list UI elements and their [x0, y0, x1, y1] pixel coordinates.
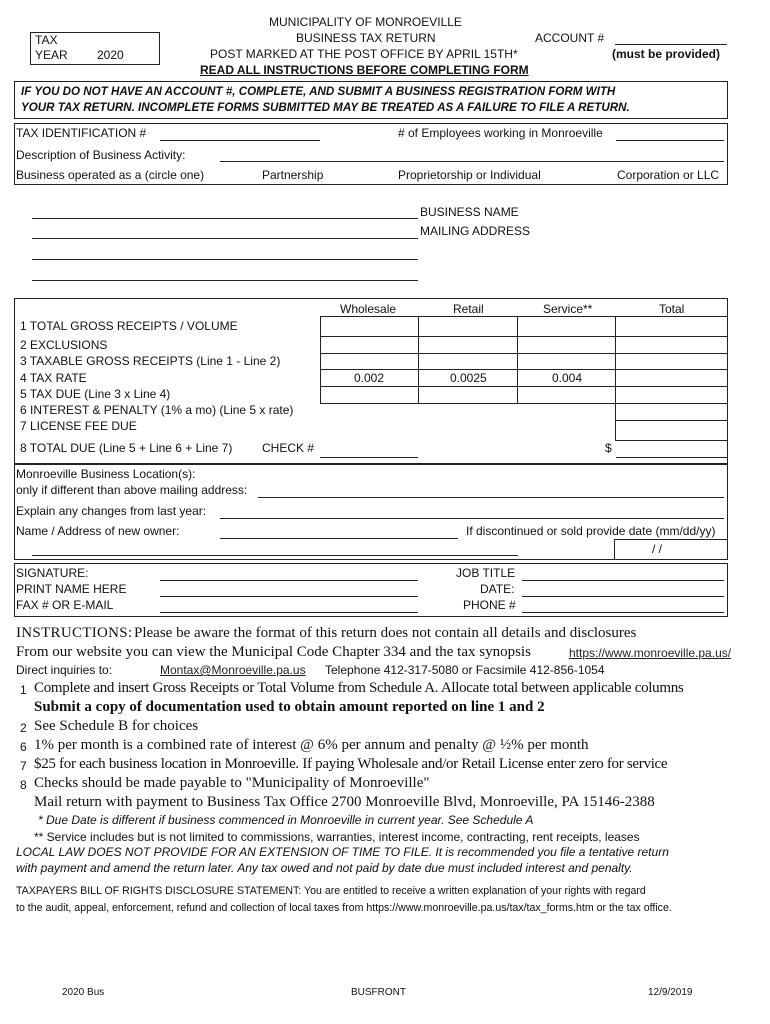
cell-license-total[interactable]	[616, 421, 727, 440]
postmark-notice: POST MARKED AT THE POST OFFICE BY APRIL 15TH*	[210, 47, 518, 61]
instruction-mail: Mail return with payment to Business Tax Office 2700 Monroeville Blvd, Monroeville, PA 15146-2388	[34, 794, 655, 810]
employees-input[interactable]	[616, 126, 724, 141]
warning-line-1: IF YOU DO NOT HAVE AN ACCOUNT #, COMPLETE, AND SUBMIT A BUSINESS REGISTRATION FORM WITH	[21, 85, 616, 98]
cell-taxdue-service[interactable]	[518, 387, 615, 403]
note-service: ** Service includes but is not limited to commissions, warranties, interest income, contracting, rent receipts, leases	[34, 830, 640, 844]
row-label-8: 8 TOTAL DUE (Line 5 + Line 6 + Line 7)	[20, 441, 233, 455]
cell-exclusions-total[interactable]	[616, 337, 727, 353]
business-name-label: BUSINESS NAME	[420, 205, 519, 219]
direct-inquiries-label: Direct inquiries to:	[16, 663, 113, 677]
cell-taxable-wholesale[interactable]	[321, 354, 418, 369]
instruction-num-2: 2	[20, 721, 27, 735]
footer-right: 12/9/2019	[648, 987, 693, 998]
fax-email-label: FAX # OR E-MAIL	[16, 598, 114, 612]
form-title: BUSINESS TAX RETURN	[296, 31, 436, 45]
year-label: YEAR	[35, 48, 68, 62]
signature-input[interactable]	[160, 566, 418, 581]
print-name-input[interactable]	[160, 582, 418, 597]
only-if-label: only if different than above mailing address:	[16, 483, 248, 497]
rate-wholesale: 0.002	[354, 371, 385, 385]
employees-label: # of Employees working in Monroeville	[398, 126, 603, 140]
row-label-2: 2 EXCLUSIONS	[20, 338, 108, 352]
local-law-line-2: with payment and amend the return later. Any tax owed and not paid by date due must included interest and penalty.	[16, 861, 633, 875]
instruction-2: See Schedule B for choices	[34, 718, 199, 734]
rate-retail: 0.0025	[450, 371, 487, 385]
cell-gross-total[interactable]	[616, 317, 727, 336]
instructions-heading: INSTRUCTIONS:	[16, 625, 133, 641]
new-owner-label: Name / Address of new owner:	[16, 524, 180, 538]
year-value: 2020	[97, 48, 124, 62]
new-owner-input[interactable]	[220, 524, 458, 539]
instruction-1: Complete and insert Gross Receipts or Total Volume from Schedule A. Allocate total between applicable columns	[34, 680, 684, 696]
instruction-num-7: 7	[20, 759, 27, 773]
col-header-service: Service**	[543, 302, 593, 316]
row-label-1: 1 TOTAL GROSS RECEIPTS / VOLUME	[20, 319, 238, 333]
account-input[interactable]	[615, 30, 727, 45]
cell-exclusions-retail[interactable]	[419, 337, 517, 353]
discontinued-label: If discontinued or sold provide date (mm/dd/yy)	[466, 524, 716, 538]
warning-line-2: YOUR TAX RETURN. INCOMPLETE FORMS SUBMITTED MAY BE TREATED AS A FAILURE TO FILE A RETURN.	[21, 101, 630, 114]
fax-email-input[interactable]	[160, 598, 418, 613]
cell-taxdue-retail[interactable]	[419, 387, 517, 403]
print-name-label: PRINT NAME HERE	[16, 582, 127, 596]
tax-id-input[interactable]	[160, 126, 320, 141]
check-number-input[interactable]	[320, 443, 418, 458]
mailing-address-input[interactable]	[32, 224, 418, 239]
phone-label: PHONE #	[463, 598, 516, 612]
date-label: DATE:	[480, 582, 515, 596]
instruction-num-6: 6	[20, 740, 27, 754]
job-title-input[interactable]	[522, 566, 724, 581]
instruction-num-8: 8	[20, 778, 27, 792]
cell-gross-wholesale[interactable]	[321, 317, 418, 336]
instruction-1-doc: Submit a copy of documentation used to obtain amount reported on line 1 and 2	[34, 699, 545, 715]
footer-center: BUSFRONT	[351, 987, 406, 998]
explain-input[interactable]	[220, 504, 724, 519]
local-law-line-1: LOCAL LAW DOES NOT PROVIDE FOR AN EXTENSION OF TIME TO FILE. It is recommended you file a tentative return	[16, 845, 669, 859]
cell-exclusions-service[interactable]	[518, 337, 615, 353]
col-header-wholesale: Wholesale	[340, 302, 397, 316]
rate-service: 0.004	[552, 371, 583, 385]
cell-taxable-total[interactable]	[616, 354, 727, 369]
discontinued-date-slashes: / /	[652, 542, 663, 556]
footer-left: 2020 Bus	[62, 987, 105, 998]
email-link[interactable]: Montax@Monroeville.pa.us	[160, 663, 306, 677]
municipality-title: MUNICIPALITY OF MONROEVILLE	[269, 15, 462, 29]
new-owner-address-input[interactable]	[32, 541, 518, 556]
cell-exclusions-wholesale[interactable]	[321, 337, 418, 353]
mailing-address-label: MAILING ADDRESS	[420, 224, 531, 238]
job-title-label: JOB TITLE	[456, 566, 516, 580]
instruction-8: Checks should be made payable to "Municipality of Monroeville"	[34, 775, 430, 791]
row-label-4: 4 TAX RATE	[20, 371, 87, 385]
cell-gross-retail[interactable]	[419, 317, 517, 336]
cell-taxable-retail[interactable]	[419, 354, 517, 369]
account-label: ACCOUNT #	[535, 31, 605, 45]
website-link[interactable]: https://www.monroeville.pa.us/	[569, 646, 732, 660]
dollar-sign: $	[605, 441, 612, 455]
check-label: CHECK #	[262, 441, 315, 455]
col-header-total: Total	[659, 302, 685, 316]
cell-taxdue-total[interactable]	[616, 387, 727, 403]
website-text: From our website you can view the Municipal Code Chapter 334 and the tax synopsis	[16, 644, 531, 660]
row-label-3: 3 TAXABLE GROSS RECEIPTS (Line 1 - Line 2)	[20, 354, 281, 368]
bill-of-rights-line-1: TAXPAYERS BILL OF RIGHTS DISCLOSURE STATEMENT: You are entitled to receive a written explanation of your rights with regard	[16, 885, 646, 897]
signature-label: SIGNATURE:	[16, 566, 89, 580]
tax-id-label: TAX IDENTIFICATION #	[16, 126, 147, 140]
row-label-7: 7 LICENSE FEE DUE	[20, 419, 137, 433]
bill-of-rights-line-2: to the audit, appeal, enforcement, refund and collection of local taxes from https://www.monroeville.pa.us/tax/tax_forms.htm or the tax office.	[16, 902, 672, 914]
option-proprietorship[interactable]: Proprietorship or Individual	[398, 168, 541, 182]
cell-interest-total[interactable]	[616, 404, 727, 420]
instructions-intro: Please be aware the format of this return does not contain all details and disclosures	[134, 625, 637, 641]
date-input[interactable]	[522, 582, 724, 597]
total-due-input[interactable]	[616, 443, 727, 458]
option-corporation[interactable]: Corporation or LLC	[617, 168, 720, 182]
location-input[interactable]	[258, 483, 724, 498]
read-instructions-notice: READ ALL INSTRUCTIONS BEFORE COMPLETING FORM	[200, 63, 529, 77]
mailing-address-line-3[interactable]	[32, 266, 418, 281]
instruction-6: 1% per month is a combined rate of interest @ 6% per annum and penalty @ ½% per month	[34, 737, 589, 753]
operated-as-label: Business operated as a (circle one)	[16, 168, 205, 182]
phone-text: Telephone 412-317-5080 or Facsimile 412-856-1054	[325, 663, 605, 677]
col-header-retail: Retail	[453, 302, 484, 316]
cell-gross-service[interactable]	[518, 317, 615, 336]
phone-input[interactable]	[522, 598, 724, 613]
business-name-input[interactable]	[32, 204, 418, 219]
discontinued-date-box[interactable]	[614, 539, 728, 560]
note-due-date: * Due Date is different if business commenced in Monroeville in current year. See Schedule A	[38, 813, 534, 827]
row-label-5: 5 TAX DUE (Line 3 x Line 4)	[20, 387, 171, 401]
tax-label: TAX	[35, 33, 58, 47]
locations-label: Monroeville Business Location(s):	[16, 467, 196, 481]
mailing-address-line-2[interactable]	[32, 245, 418, 260]
description-label: Description of Business Activity:	[16, 148, 186, 162]
instruction-num-1: 1	[20, 683, 27, 697]
description-input[interactable]	[220, 147, 724, 162]
row-label-6: 6 INTEREST & PENALTY (1% a mo) (Line 5 x rate)	[20, 403, 294, 417]
cell-taxable-service[interactable]	[518, 354, 615, 369]
option-partnership[interactable]: Partnership	[262, 168, 324, 182]
instruction-7: $25 for each business location in Monroeville. If paying Wholesale and/or Retail License enter zero for service	[34, 756, 668, 772]
must-be-provided: (must be provided)	[612, 47, 721, 61]
cell-taxdue-wholesale[interactable]	[321, 387, 418, 403]
explain-label: Explain any changes from last year:	[16, 504, 207, 518]
